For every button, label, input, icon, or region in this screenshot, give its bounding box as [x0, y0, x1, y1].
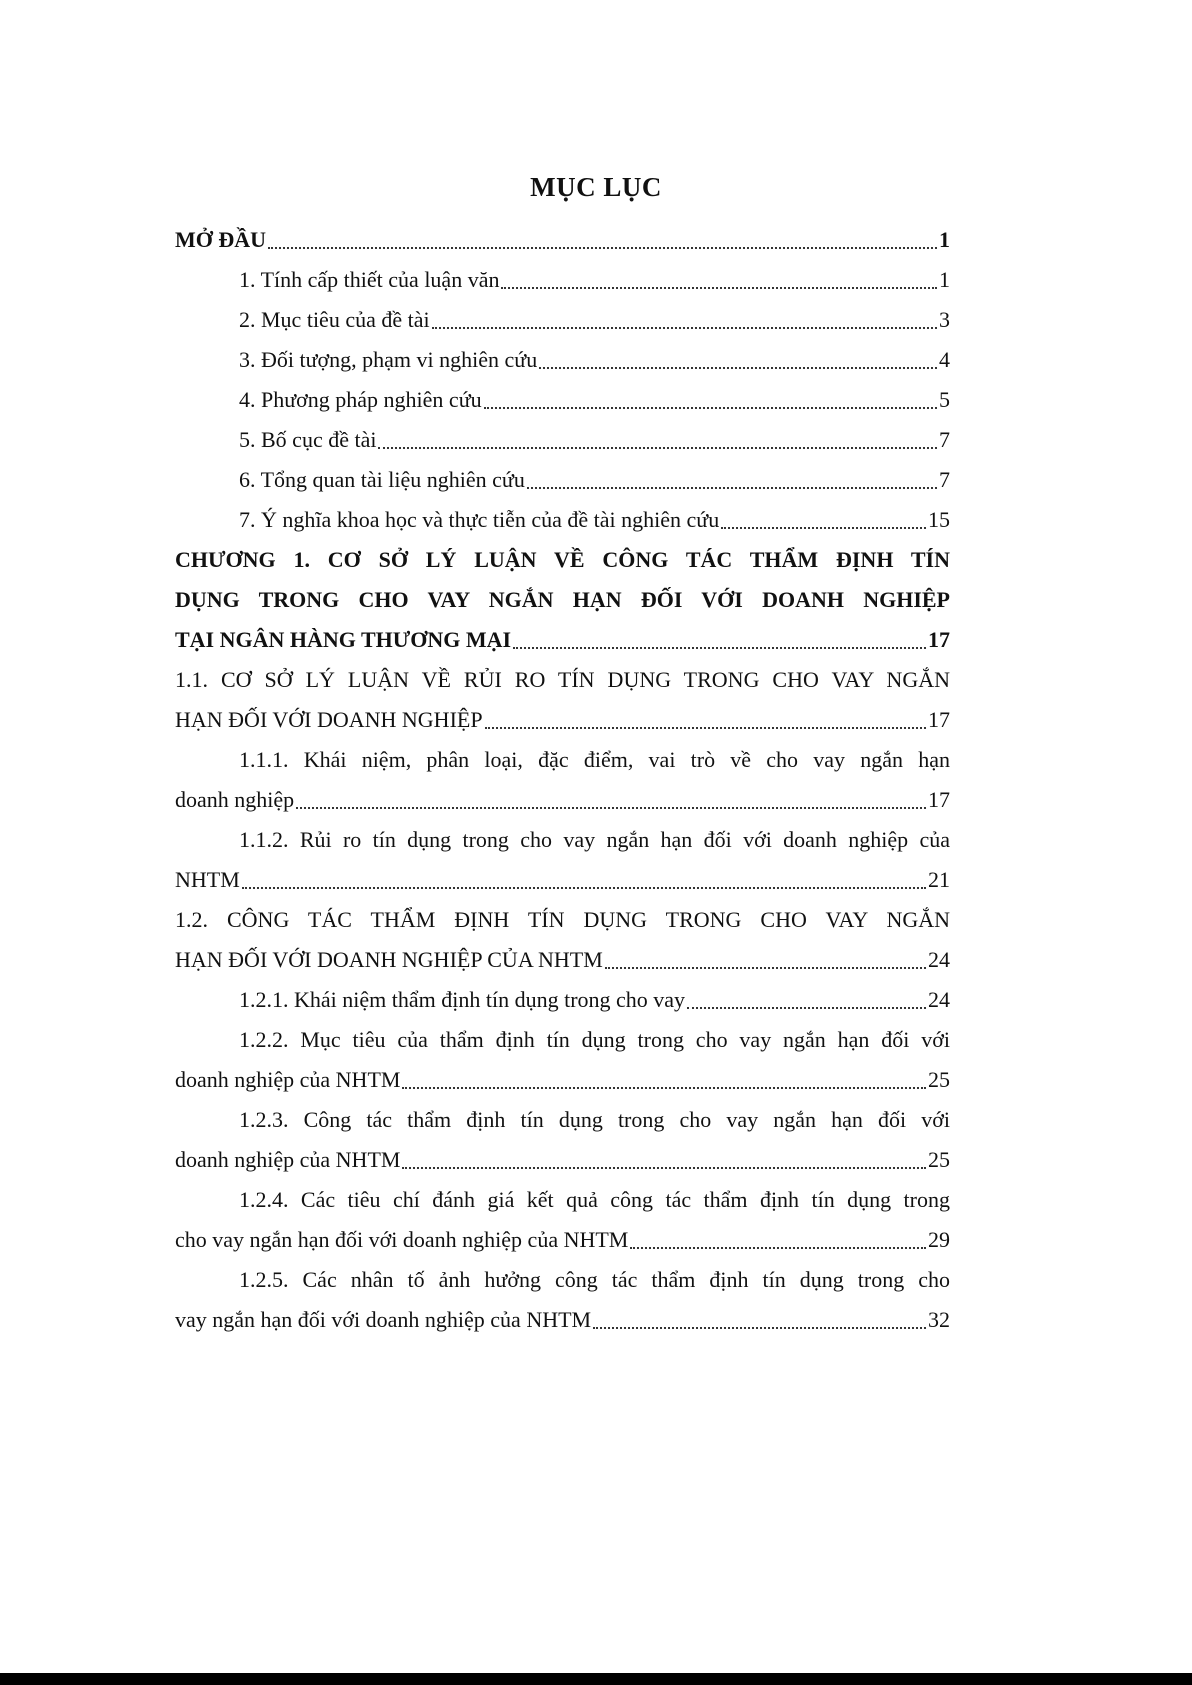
toc-entry-last-line — [175, 620, 950, 660]
toc-entry[interactable] — [175, 820, 950, 900]
dot-leader — [402, 1167, 926, 1169]
toc-entry-line: 1.2.3. Công tác thẩm định tín dụng trong cho vay ngắn hạn đối với — [239, 1107, 950, 1132]
toc-entry-last-line — [175, 860, 950, 900]
toc-page-number: 3 — [939, 307, 950, 332]
toc-entry[interactable] — [175, 380, 950, 420]
toc-entry[interactable] — [175, 1020, 950, 1100]
dot-leader — [402, 1087, 926, 1089]
toc-entry[interactable] — [175, 300, 950, 340]
toc-entry-text: 5. Bố cục đề tài — [239, 427, 377, 452]
toc-page-number: 17 — [928, 707, 950, 732]
toc-entry-last-line — [175, 1060, 950, 1100]
toc-entry[interactable] — [175, 220, 950, 260]
toc-page-number: 21 — [928, 867, 950, 892]
dot-leader — [378, 447, 937, 449]
toc-entry-line: 1.2.5. Các nhân tố ảnh hưởng công tác thẩm định tín dụng trong cho — [239, 1267, 950, 1292]
toc-entry-line: 1.2.4. Các tiêu chí đánh giá kết quả công tác thẩm định tín dụng trong — [239, 1187, 950, 1212]
toc-entry-last-line — [175, 1220, 950, 1260]
dot-leader — [593, 1327, 926, 1329]
toc-entry-text: doanh nghiệp — [175, 787, 295, 812]
toc-entry-text: 1. Tính cấp thiết của luận văn — [239, 267, 500, 292]
dot-leader — [296, 807, 926, 809]
dot-leader — [605, 967, 926, 969]
toc-entry[interactable] — [175, 740, 950, 820]
toc-page-number: 1 — [939, 227, 950, 252]
dot-leader — [485, 727, 926, 729]
toc-entry[interactable] — [175, 900, 950, 980]
toc-entry-line: CHƯƠNG 1. CƠ SỞ LÝ LUẬN VỀ CÔNG TÁC THẨM ĐỊNH TÍN — [175, 547, 950, 572]
toc-entry-text: vay ngắn hạn đối với doanh nghiệp của NHTM — [175, 1307, 592, 1332]
dot-leader — [268, 247, 937, 249]
toc-entry[interactable] — [175, 420, 950, 460]
toc-entry-text: HẠN ĐỐI VỚI DOANH NGHIỆP — [175, 707, 483, 732]
toc-entry-text: 6. Tổng quan tài liệu nghiên cứu — [239, 467, 525, 492]
toc-entry-line: 1.2.2. Mục tiêu của thẩm định tín dụng trong cho vay ngắn hạn đối với — [239, 1027, 950, 1052]
toc-entry-text: MỞ ĐẦU — [175, 227, 267, 252]
toc-page-number: 4 — [939, 347, 950, 372]
toc-entry[interactable] — [175, 260, 950, 300]
dot-leader — [687, 1007, 926, 1009]
toc-entry-text: doanh nghiệp của NHTM — [175, 1147, 401, 1172]
toc-entry[interactable] — [175, 1260, 950, 1340]
toc-entry-text: TẠI NGÂN HÀNG THƯƠNG MẠI — [175, 627, 512, 652]
toc-page-number: 1 — [939, 267, 950, 292]
toc-entry-chapter-1[interactable] — [175, 540, 950, 660]
toc-page-number: 29 — [928, 1227, 950, 1252]
dot-leader — [539, 367, 937, 369]
toc-page-number: 24 — [928, 987, 950, 1012]
toc-entry-line: DỤNG TRONG CHO VAY NGẮN HẠN ĐỐI VỚI DOANH NGHIỆP — [175, 587, 950, 612]
dot-leader — [721, 527, 926, 529]
toc-entry-last-line — [175, 1140, 950, 1180]
dot-leader — [242, 887, 926, 889]
toc-entry-text: 4. Phương pháp nghiên cứu — [239, 387, 482, 412]
toc-entry-line: 1.1. CƠ SỞ LÝ LUẬN VỀ RỦI RO TÍN DỤNG TRONG CHO VAY NGẮN — [175, 667, 950, 692]
toc-page-number: 5 — [939, 387, 950, 412]
toc-entry[interactable] — [175, 660, 950, 740]
dot-leader — [630, 1247, 926, 1249]
dot-leader — [513, 647, 926, 649]
bottom-edge-bar — [0, 1673, 1192, 1685]
toc-page-number: 24 — [928, 947, 950, 972]
toc-entry-last-line — [175, 700, 950, 740]
dot-leader — [527, 487, 937, 489]
toc-page-number: 25 — [928, 1067, 950, 1092]
toc-entry-text: 1.2.1. Khái niệm thẩm định tín dụng trong cho vay — [239, 987, 686, 1012]
toc-entry-line: 1.1.1. Khái niệm, phân loại, đặc điểm, vai trò về cho vay ngắn hạn — [239, 747, 950, 772]
toc-page-number: 17 — [928, 787, 950, 812]
toc-entry[interactable] — [175, 980, 950, 1020]
toc-page-number: 17 — [928, 627, 950, 652]
toc-entry-text: 2. Mục tiêu của đề tài — [239, 307, 430, 332]
dot-leader — [501, 287, 937, 289]
dot-leader — [484, 407, 937, 409]
toc-entry[interactable] — [175, 1180, 950, 1260]
toc-entry[interactable] — [175, 460, 950, 500]
toc-entry-last-line — [175, 1300, 950, 1340]
toc-page-number: 7 — [939, 467, 950, 492]
table-of-contents — [175, 220, 950, 1340]
toc-entry-text: NHTM — [175, 867, 240, 892]
toc-entry-last-line — [175, 780, 950, 820]
toc-entry-text: doanh nghiệp của NHTM — [175, 1067, 401, 1092]
toc-entry-line: 1.2. CÔNG TÁC THẨM ĐỊNH TÍN DỤNG TRONG CHO VAY NGẮN — [175, 907, 950, 932]
toc-entry-text: 3. Đối tượng, phạm vi nghiên cứu — [239, 347, 538, 372]
toc-entry-text: 7. Ý nghĩa khoa học và thực tiễn của đề tài nghiên cứu — [239, 507, 720, 532]
toc-entry-text: HẠN ĐỐI VỚI DOANH NGHIỆP CỦA NHTM — [175, 947, 603, 972]
toc-entry-last-line — [175, 940, 950, 980]
toc-page-number: 15 — [928, 507, 950, 532]
toc-entry-text: cho vay ngắn hạn đối với doanh nghiệp của NHTM — [175, 1227, 629, 1252]
toc-title: MỤC LỤC — [530, 172, 662, 202]
toc-entry-line: 1.1.2. Rủi ro tín dụng trong cho vay ngắn hạn đối với doanh nghiệp của — [239, 827, 950, 852]
dot-leader — [432, 327, 937, 329]
toc-page-number: 7 — [939, 427, 950, 452]
toc-page-number: 32 — [928, 1307, 950, 1332]
toc-page-number: 25 — [928, 1147, 950, 1172]
toc-entry[interactable] — [175, 1100, 950, 1180]
toc-entry[interactable] — [175, 500, 950, 540]
toc-entry[interactable] — [175, 340, 950, 380]
